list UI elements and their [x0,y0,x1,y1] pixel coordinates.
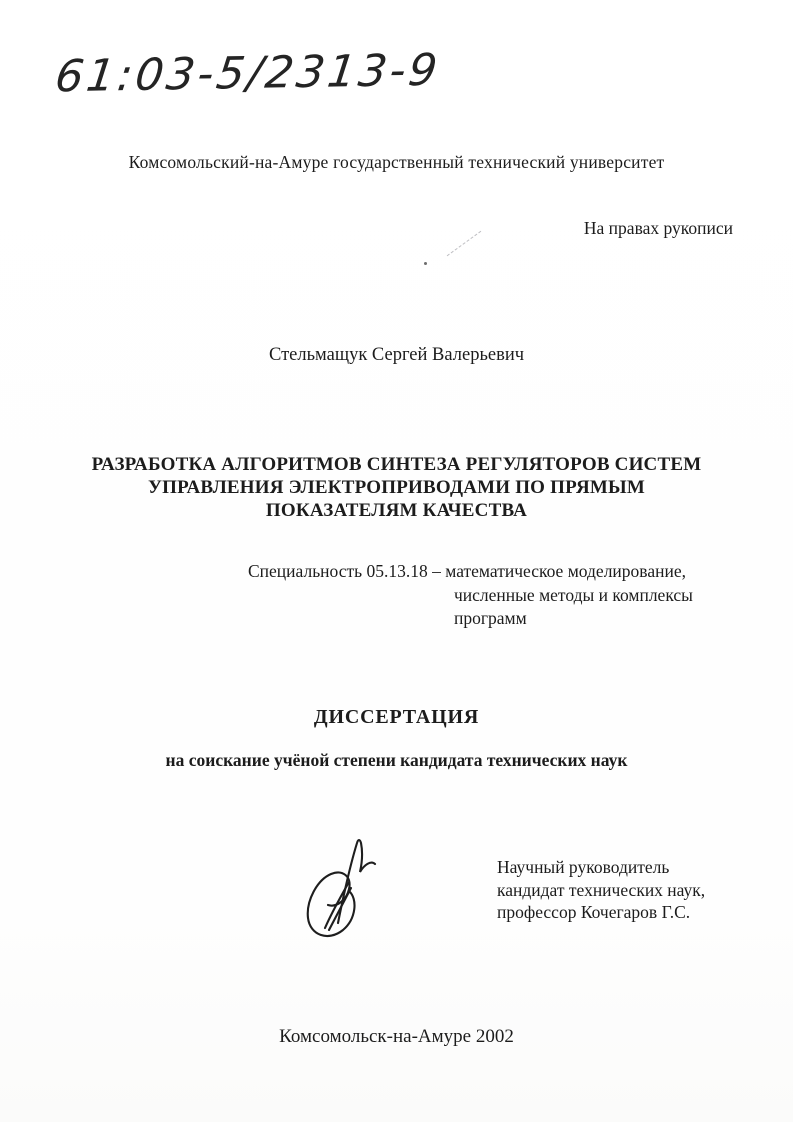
degree-statement: на соискание учёной степени кандидата технических наук [165,750,628,770]
catalog-number: 61:03-5/2313-9 [52,44,443,103]
pencil-slash-mark [447,231,482,256]
pencil-dot-mark [424,262,427,265]
title-line-1: РАЗРАБОТКА АЛГОРИТМОВ СИНТЕЗА РЕГУЛЯТОРОВ СИСТЕМ [91,454,702,475]
author-name: Стельмащук Сергей Валерьевич [268,345,525,365]
specialty-line-1: Специальность 05.13.18 – математическое моделирование, [248,561,686,581]
supervisor-line-3: профессор Кочегаров Г.С. [497,902,691,922]
supervisor-block [497,856,705,924]
supervisor-line-2: кандидат технических наук, [497,879,706,900]
university-name: Комсомольский-на-Амуре государственный технический университет [128,152,665,172]
specialty-line-3: программ [454,608,527,628]
dissertation-title [60,453,733,522]
manuscript-rights-note: На правах рукописи [583,218,733,238]
supervisor-line-1: Научный руководитель [497,857,670,877]
city-year: Комсомольск-на-Амуре 2002 [279,1026,514,1047]
specialty-line-2: численные методы и комплексы [454,584,693,605]
specialty-block [248,560,693,631]
document-type-heading: ДИССЕРТАЦИЯ [313,706,480,728]
title-line-3: ПОКАЗАТЕЛЯМ КАЧЕСТВА [265,500,528,521]
title-line-2: УПРАВЛЕНИЯ ЭЛЕКТРОПРИВОДАМИ ПО ПРЯМЫМ [148,477,645,498]
supervisor-signature-icon [304,831,388,943]
